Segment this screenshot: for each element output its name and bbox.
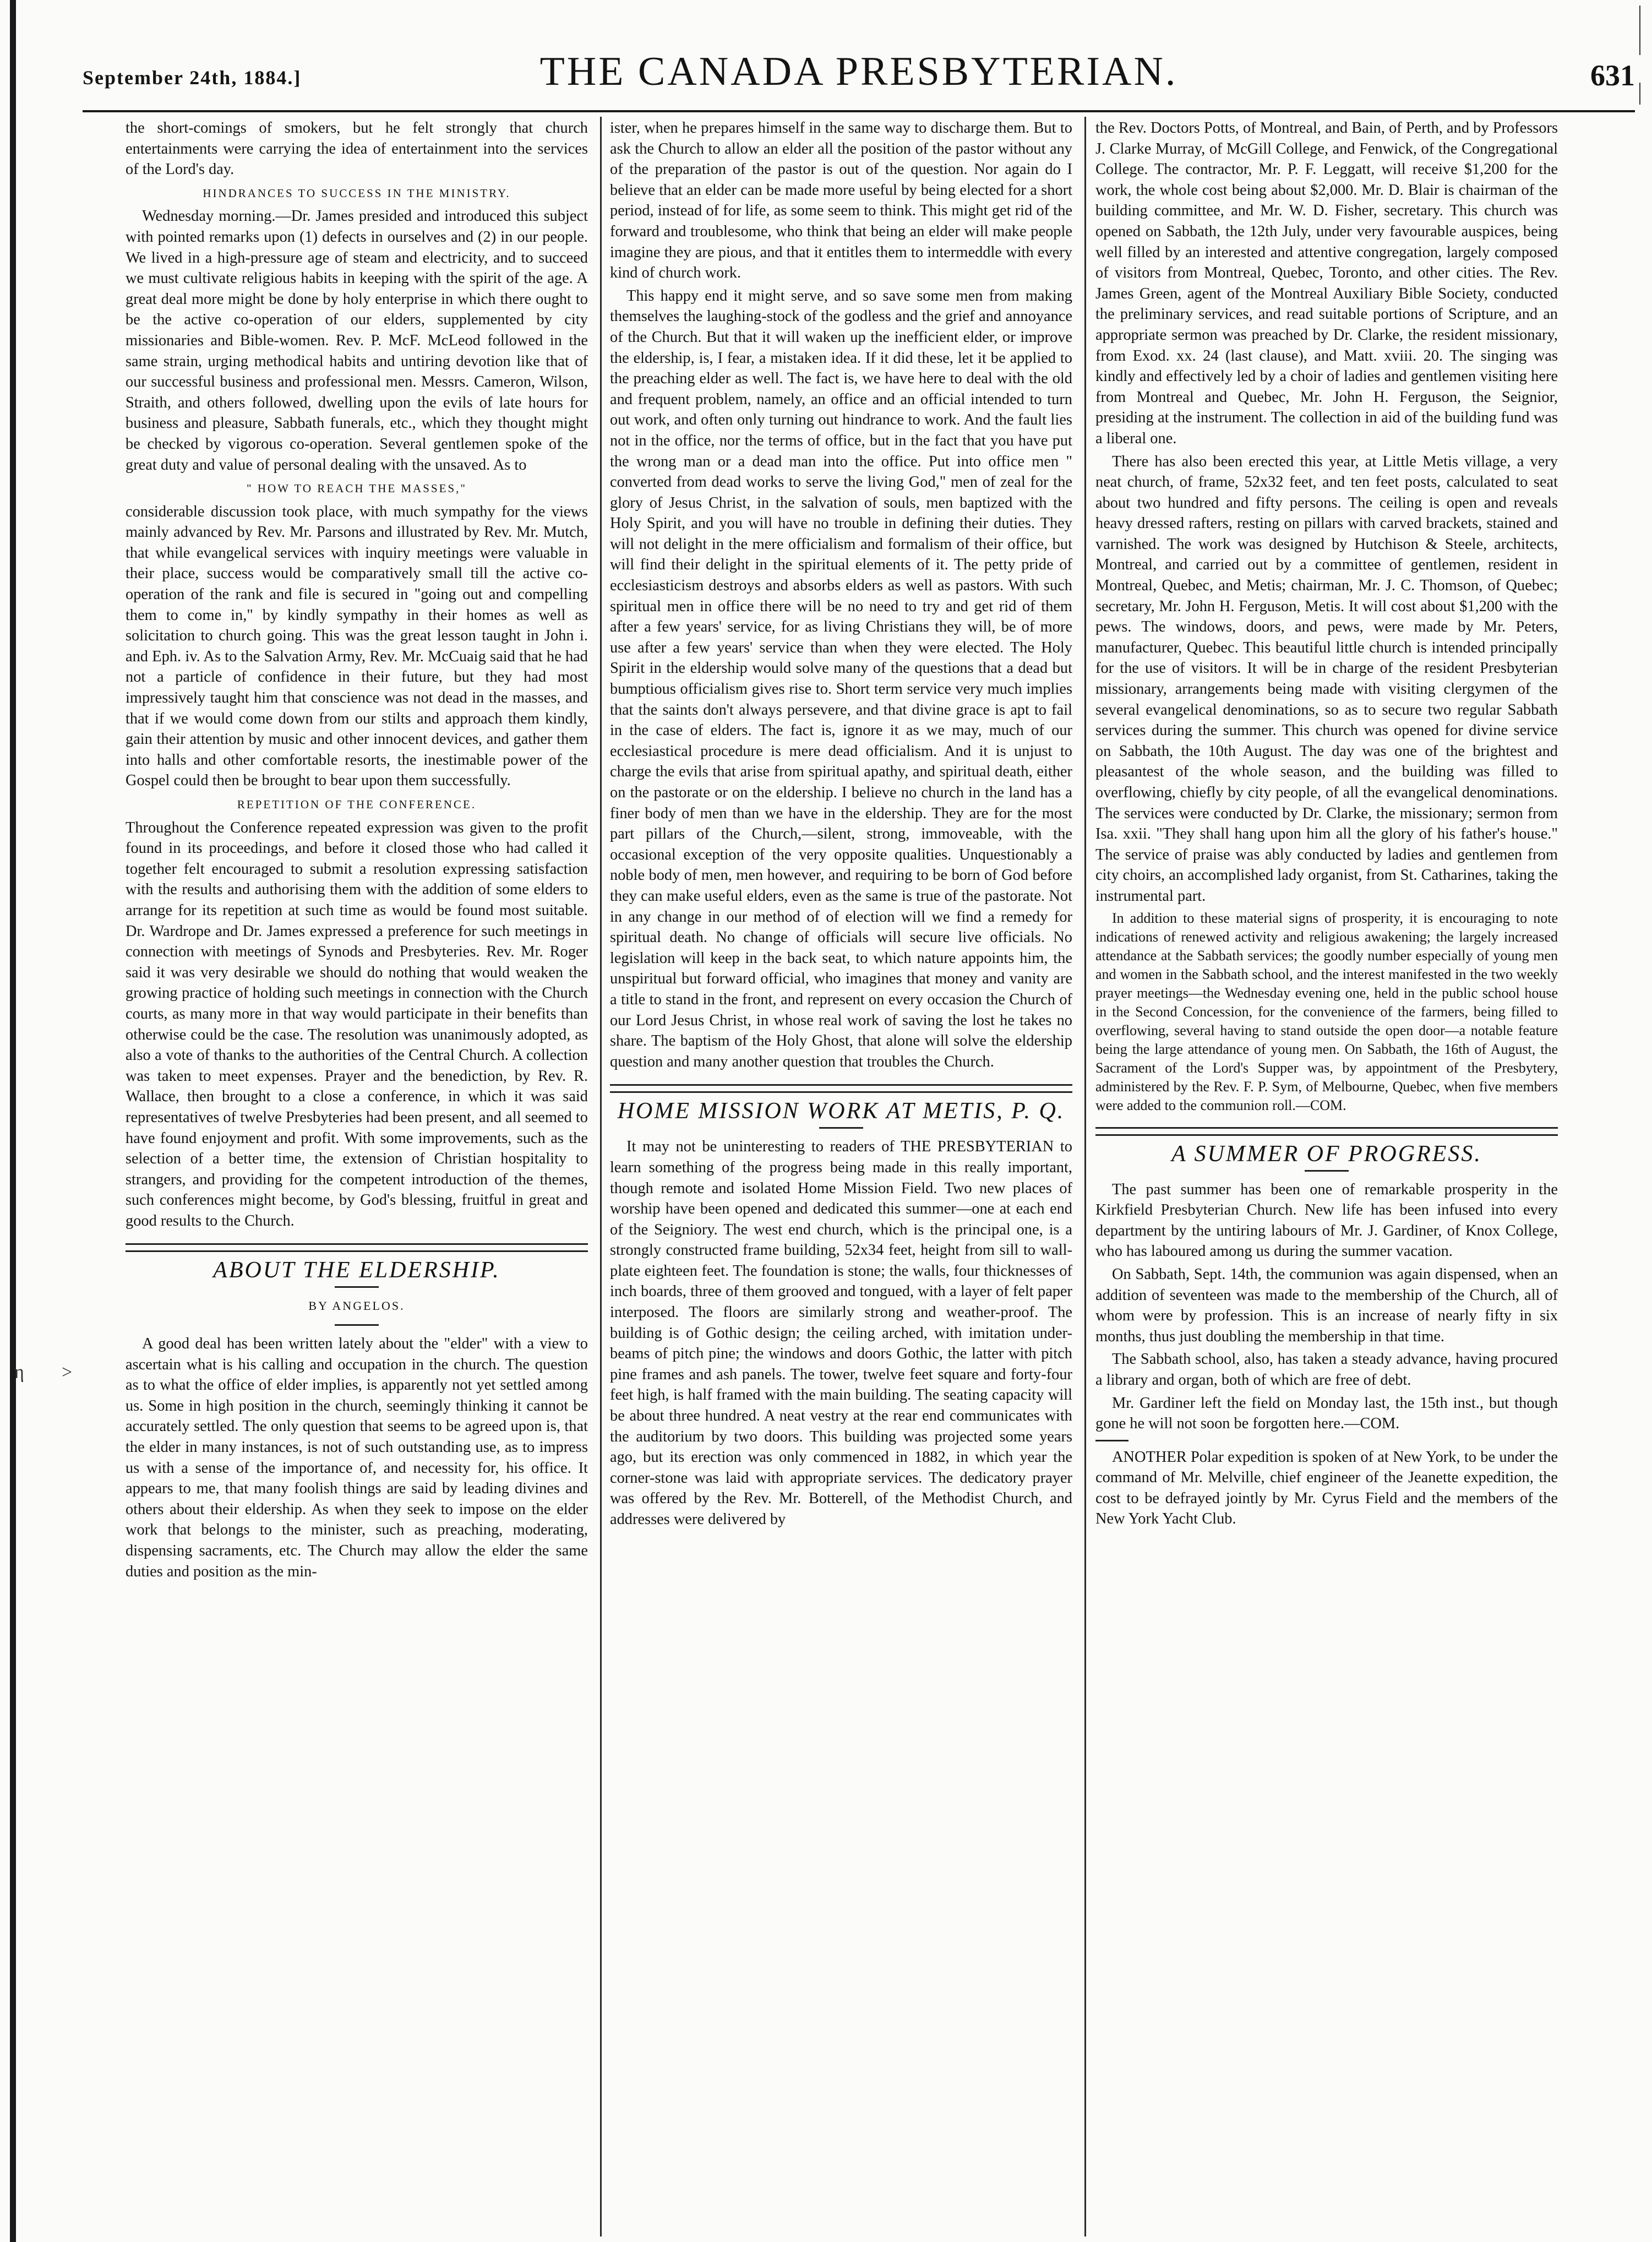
headline-rule (335, 1286, 379, 1288)
article-separator (126, 1243, 588, 1252)
headline-rule (819, 1127, 863, 1129)
paragraph: A good deal has been written lately about the "elder" with a view to ascertain what is his calling and occupation in the church. The question as to what the office of elder implies, is apparently not yet settled among us. Some in high position in the church, seemingly thinking it cannot be accurately settled. The only question that seems to be agreed upon is, that the elder in many instances, is not of such outstanding use, as to impress us with a sense of the importance of, and necessity for, his office. It appears to me, that many foolish things are said by leading divines and others about their eldership. As when they seek to impose on the elder work that belongs to the minister, such as preaching, moderating, dispensing sacraments, etc. The Church may allow the elder the same duties and position as the min- (126, 1335, 588, 1580)
byline-rule (335, 1324, 379, 1326)
column-2 (610, 118, 1072, 1532)
article-byline: BY ANGELOS. (308, 1299, 405, 1313)
column-1 (126, 118, 588, 1584)
section-subheading: HINDRANCES TO SUCCESS IN THE MINISTRY. (203, 186, 511, 200)
issue-date: September 24th, 1884.] (83, 67, 302, 89)
paragraph: Mr. Gardiner left the field on Monday last, the 15th inst., but though gone he will not soon be forgotten here.—COM. (1095, 1394, 1558, 1433)
page-number: 631 (1590, 59, 1635, 92)
article-headline: A SUMMER OF PROGRESS. (1171, 1141, 1482, 1167)
paragraph: ANOTHER Polar expedition is spoken of at New York, to be under the command of Mr. Melville, chief engineer of the Jeanette expedition, the cost to be defrayed jointly by Mr. Cyrus Field and the members of the New York Yacht Club. (1095, 1448, 1558, 1528)
binding-edge (10, 0, 16, 2242)
paragraph: Throughout the Conference repeated expression was given to the profit found in its proceedings, and before it closed those who had called it together felt encouraged to submit a resolution expressing satisfaction with the results and authorising them with the addition of some elders to arrange for its repetition at such time as would be found most suitable. Dr. Wardrope and Dr. James expressed a preference for such meetings in connection with meetings of Synods and Presbyteries. Rev. Mr. Roger said it was very desirable we should do nothing that would weaken the growing practice of holding such meetings in connection with the Church courts, as many more in that way would participate in their benefits than otherwise could be the case. The resolution was unanimously adopted, as also a vote of thanks to the authorities of the Central Church. A collection was taken to meet expenses. Prayer and the benediction, by Rev. R. Wallace, then brought to a close a conference, in which it was said representatives of twelve Presbyteries had been present, and all seemed to have found enjoyment and profit. With some improvements, such as the selection of a better time, the extension of Christian hospitality to strangers, and providing for the competent introduction of the themes, such conferences might become, by God's blessing, fruitful in great and good results to the Church. (126, 819, 588, 1229)
article-separator (610, 1084, 1072, 1093)
paragraph: The past summer has been one of remarkable prosperity in the Kirkfield Presbyterian Church. New life has been infused into every department by the untiring labours of Mr. J. Gardiner, of Knox College, who has laboured among us during the summer vacation. (1095, 1180, 1558, 1260)
column-3 (1095, 118, 1558, 1532)
paragraph: the short-comings of smokers, but he felt strongly that church entertainments were carrying the idea of entertainment into the services of the Lord's day. (126, 119, 588, 178)
paragraph: The Sabbath school, also, has taken a steady advance, having procured a library and organ, both of which are free of debt. (1095, 1351, 1558, 1389)
paragraph: On Sabbath, Sept. 14th, the communion was again dispensed, when an addition of seventeen was made to the membership of the Church, all of whom were by profession. This is an increase of nearly fifty in six months, thus just doubling the membership in that time. (1095, 1265, 1558, 1345)
article-headline: HOME MISSION WORK AT METIS, P. Q. (617, 1098, 1065, 1124)
edge-tick (1639, 83, 1640, 105)
headline-rule (1305, 1170, 1349, 1172)
header-rule (83, 110, 1635, 112)
column-divider (600, 117, 602, 2236)
article-headline: ABOUT THE ELDERSHIP. (213, 1258, 500, 1283)
paragraph: This happy end it might serve, and so save some men from making themselves the laughing-stock of the godless and the grief and annoyance of the Church. But that it will waken up the inefficient elder, or improve the eldership, is, I fear, a mistaken idea. If it did these, let it be applied to the preaching elder as well. The fact is, we have here to deal with the old and frequent problem, namely, an office and an official intended to turn out work, and often only turning out hindrance to work. And the fault lies not in the office, nor the terms of office, but in the fact that you have put the wrong man or a dead man into the office. Put into office men " converted from dead works to serve the living God," men of zeal for the glory of Jesus Christ, in the salvation of souls, men baptized with the Holy Spirit, and you will have no trouble in defining their duties. They will not delight in the mere officialism and formalism of their office, but will find their delight in the spiritual elements of it. The petty pride of ecclesiasticism destroys and absorbs elders as well as pastors. With such spiritual men in office there will be no need to try and get rid of them after a few years' service, for as living Christians they will, be of more use after a few years' service than when they were elected. The Holy Spirit in the eldership would solve many of the questions that a dead but bumptious officialism gives rise to. Short term service very much implies that the saints don't always persevere, and that divine grace is apt to fail in the case of elders. The fact is, ignore it as we may, much of our ecclesiastical procedure is mere dead officialism. And it is unjust to charge the evils that arise from spiritual apathy, and spiritual death, either on the pastorate or on the eldership. I believe no church in the land has a finer body of men than we have in the eldership. They are for the most part pillars of the Church,—silent, strong, immoveable, with the occasional exception of the very opposite qualities. Unquestionably a noble body of men, men however, and requiring to be born of God before they can make useful elders, even as the same is true of the pastorate. Not in any change in our method of of election will we find a remedy for spiritual death. No change of officials will secure live officials. No legislation will keep in the back seat, to which nature appoints him, the unspiritual but forward official, who imagines that money and vanity are a title to stand in the front, and represent on every occasion the Church of our Lord Jesus Christ, in whose real work of saving the lost he takes no share. The baptism of the Holy Ghost, that alone will solve the eldership question and many another question that troubles the Church. (610, 287, 1072, 1070)
margin-mark: η (14, 1362, 24, 1383)
paragraph: considerable discussion took place, with much sympathy for the views mainly advanced by Rev. Mr. Parsons and illustrated by Rev. Mr. Mutch, that while evangelical services with inquiry meetings were valuable in their place, success would be comparatively small till the active co-operation of the rank and file is secured in "going out and compelling them to come in," by kindly sympathy in their homes as well as solicitation to church going. This was the great lesson taught in John i. and Eph. iv. As to the Salvation Army, Rev. Mr. McCuaig said that he had not a particle of confidence in their future, but they had most impressively taught him that conscience was not dead in the masses, and that if we would come down from our stilts and approach them kindly, gain their attention by music and other innocent devices, and gather them into halls and other comfortable resorts, the inestimable power of the Gospel could then be brought to bear upon them successfully. (126, 503, 588, 790)
paragraph: ister, when he prepares himself in the same way to discharge them. But to ask the Church to allow an elder all the position of the pastor without any of the preparation of the pastor is out of the question. Nor again do I believe that an elder can be made more useful by being elected for a short period, instead of for life, as some seem to think. This might get rid of the forward and troublesome, who think that being an elder will make people imagine they are pious, and that it entitles them to intermeddle with every kind of church work. (610, 119, 1072, 282)
page-header (83, 42, 1635, 102)
masthead-title: THE CANADA PRESBYTERIAN. (539, 49, 1178, 94)
edge-tick (1639, 6, 1640, 55)
margin-arrow: > (62, 1362, 73, 1383)
section-subheading: REPETITION OF THE CONFERENCE. (237, 798, 477, 811)
paragraph: In addition to these material signs of prosperity, it is encouraging to note indications of renewed activity and religious awakening; the largely increased attendance at the Sabbath services; the goodly number especially of young men and women in the Sabbath school, and the interest manifested in the two weekly prayer meetings—the Wednesday evening one, held in the public school house in the Second Concession, for the convenience of the farmers, being filled to overflowing, several having to stand outside the open door—a notable feature being the large attendance of young men. On Sabbath, the 16th of August, the Sacrament of the Lord's Supper was, by appointment of the Presbytery, administered by the Rev. F. P. Sym, of Melbourne, Quebec, when five members were added to the communion roll.—COM. (1095, 910, 1558, 1113)
section-subheading: " HOW TO REACH THE MASSES," (247, 482, 467, 496)
paragraph: Wednesday morning.—Dr. James presided and introduced this subject with pointed remarks upon (1) defects in ourselves and (2) in our people. We lived in a high-pressure age of steam and electricity, and to succeed we must cultivate religious habits in keeping with the spirit of the age. A great deal more might be done by holy enterprise in which there ought to be the active co-operation of our elders, supplemented by city missionaries and Bible-women. Rev. P. McF. McLeod followed in the same strain, urging methodical habits and untiring devotion like that of our successful business and professional men. Messrs. Cameron, Wilson, Straith, and others followed, dwelling upon the evils of late hours for business and pleasure, Sabbath funerals, etc., which they thought might be checked by vigorous co-operation. Several gentlemen spoke of the great duty and value of personal dealing with the unsaved. As to (126, 208, 588, 474)
paragraph: the Rev. Doctors Potts, of Montreal, and Bain, of Perth, and by Professors J. Clarke Murray, of McGill College, and Fenwick, of the Congregational College. The contractor, Mr. P. F. Leggatt, will receive $1,200 for the work, the whole cost being about $2,000. Mr. D. Blair is chairman of the building committee, and Mr. W. D. Fisher, secretary. This church was opened on Sabbath, the 12th July, under very favourable auspices, being well filled by an interested and attentive congregation, largely composed of visitors from Montreal, Quebec, Toronto, and other cities. The Rev. James Green, agent of the Montreal Auxiliary Bible Society, conducted the preliminary services, and read suitable portions of Scripture, and an appropriate sermon was preached by Dr. Clarke, the resident missionary, from Exod. xx. 24 (last clause), and Matt. xviii. 20. The singing was kindly and effectively led by a choir of ladies and gentlemen visiting here from Montreal and Quebec, Mr. John H. Ferguson, the Seignior, presiding at the instrument. The collection in aid of the building fund was a liberal one. (1095, 119, 1558, 447)
article-separator (1095, 1127, 1558, 1136)
separator-rule (1095, 1440, 1128, 1441)
column-divider (1084, 117, 1086, 2236)
paragraph: It may not be uninteresting to readers of THE PRESBYTERIAN to learn something of the progress being made in this really important, though remote and isolated Home Mission Field. Two new places of worship have been opened and dedicated this summer—one at each end of the Seigniory. The west end church, which is the principal one, is a strongly constructed frame building, 52x34 feet, height from sill to wall-plate eighteen feet. The foundation is stone; the walls, four thicknesses of inch boards, three of them grooved and tongued, with a layer of felt paper interposed. The floors are similarly strong and weather-proof. The building is of Gothic design; the ceiling arched, with imitation under-beams of pitch pine; the windows and doors Gothic, the latter with pitch pine frames and ash panels. The tower, twelve feet square and forty-four feet high, is half framed with the main building. The seating capacity will be about three hundred. A neat vestry at the rear end communicates with the auditorium by two doors. This building was projected some years ago, but its erection was only commenced in 1882, in which year the corner-stone was laid with appropriate services. The dedicatory prayer was offered by the Rev. Mr. Botterell, of the Methodist Church, and addresses were delivered by (610, 1138, 1072, 1528)
paragraph: There has also been erected this year, at Little Metis village, a very neat church, of frame, 52x32 feet, and ten feet posts, calculated to seat about two hundred and fifty persons. The ceiling is open and reveals heavy dressed rafters, resting on pillars with carved brackets, stained and varnished. The work was designed by Hutchison & Steele, architects, Montreal, and carried out by a committee of gentlemen, resident in Montreal, Quebec, and Metis; chairman, Mr. J. C. Thomson, of Quebec; secretary, Mr. John H. Ferguson, Metis. It will cost about $1,200 with the pews. The windows, doors, and pews, were made by Mr. Peters, manufacturer, Quebec. This beautiful little church is intended principally for the use of visitors. It will be in charge of the resident Presbyterian missionary, arrangements being made with visiting clergymen of the several evangelical denominations, so as to secure two regular Sabbath services during the summer. This church was opened for divine service on Sabbath, the 10th August. The day was one of the brightest and pleasantest of the whole season, and the building was filled to overflowing, chiefly by city people, of all the evangelical denominations. The services were conducted by Dr. Clarke, the missionary; sermon from Isa. xxii. "They shall hang upon him all the glory of his father's house." The service of praise was ably conducted by ladies and gentlemen from city choirs, an accomplished lady organist, from St. Catharines, taking the instrumental part. (1095, 453, 1558, 905)
